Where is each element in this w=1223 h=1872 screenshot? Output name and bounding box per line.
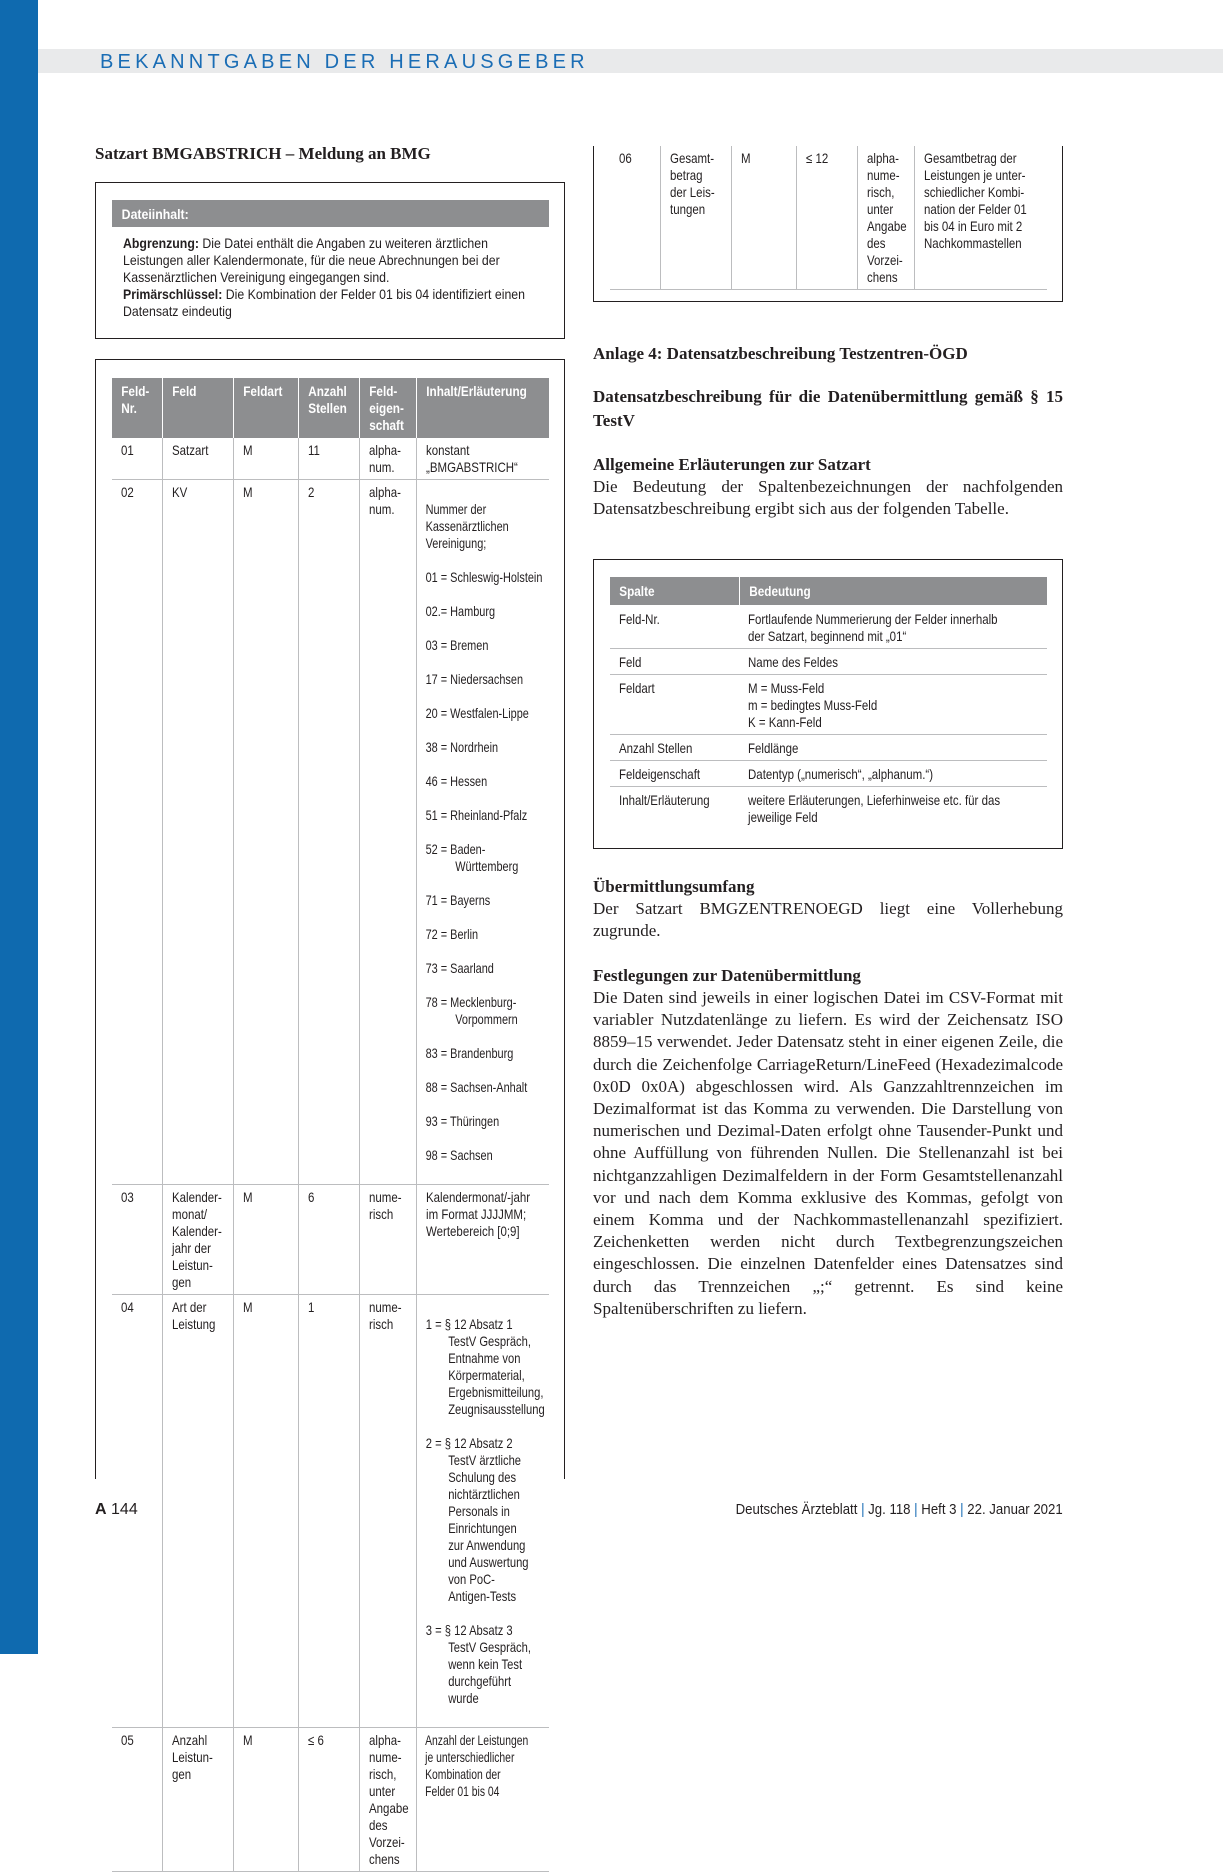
col-header: Spalte <box>610 577 739 605</box>
continued-table-box <box>593 146 1063 302</box>
dateiinhalt-label: Dateiinhalt: <box>121 206 189 222</box>
table-row: Anzahl Stellen Feldlänge <box>610 735 1047 761</box>
festlegungen-heading: Festlegungen zur Datenübermittlung <box>593 966 861 985</box>
primaerschluessel-text: Die Kombination der Felder 01 bis 04 identifiziert einen Datensatz eindeutig <box>123 286 526 319</box>
col-header: Inhalt/Erläuterung <box>416 378 549 438</box>
table-row: Feldart M = Muss-Feld m = bedingtes Muss-Feld K = Kann-Feld <box>610 675 1047 735</box>
table-row: 01 Satzart M 11 alpha- num. konstant „BMGABSTRICH“ <box>112 438 549 480</box>
primaerschluessel-label: Primärschlüssel: <box>123 286 223 302</box>
continued-field-table <box>610 146 1047 290</box>
col-header: Feldart <box>233 378 298 438</box>
table-row: Feld-Nr. Fortlaufende Nummerierung der Felder innerhalb der Satzart, beginnend mit „01“ <box>610 605 1047 649</box>
table-row: 06 Gesamt- betrag der Leis- tungen M ≤ 12 alpha- nume- risch, unter Angabe des Vorzei- chens Gesamtbetrag der Leistungen je unter- schiedlicher Kombi- nation der Felder 01 bis 04 in Euro mit 2 Nachkommastellen <box>610 146 1047 290</box>
footer-separator: | <box>861 1501 865 1518</box>
table-row: 05 Anzahl Leistun- gen M ≤ 6 alpha- nume- risch, unter Angabe des Vorzei- chens Anzahl der Leistungen je unterschiedlicher Kombination der Felder 01 bis 04 <box>112 1728 549 1872</box>
col-header: Feld <box>162 378 233 438</box>
table-row: 03 Kalender- monat/ Kalender- jahr der Leistun- gen M 6 nume- risch Kalendermonat/-jahr im Format JJJJMM; Wertebereich [0;9] <box>112 1185 549 1295</box>
anlage-title: Anlage 4: Datensatzbeschreibung Testzentren-ÖGD <box>593 344 968 363</box>
spalten-table-box <box>593 559 1063 849</box>
dateiinhalt-text <box>123 235 603 320</box>
journal-name: Deutsches Ärzteblatt <box>735 1501 858 1518</box>
table-row: 04 Art der Leistung M 1 nume- risch 1 = § 12 Absatz 1 TestV Gespräch, Entnahme von Körpermaterial, Ergebnismitteilung, Zeugnisausstellung 2 = § 12 Absatz 2 TestV ärztliche Schulung des nichtärztlichen Personals in Einrichtungen zur Anwendung und Auswertung von PoC-Antigen-Tests 3 = § 12 Absatz 3 TestV Gespräch, wenn kein Test durchgeführt wurde <box>112 1295 549 1728</box>
allgemeine-text: Die Bedeutung der Spaltenbezeichnungen der nachfolgenden Datensatzbeschreibung ergibt sich aus der folgenden Tabelle. <box>593 477 1063 519</box>
spalten-table-header <box>610 577 1047 605</box>
spalten-table <box>610 577 1047 829</box>
page-prefix: A <box>95 1501 107 1518</box>
footer-separator: | <box>960 1501 964 1518</box>
table-row: 02 KV M 2 alpha- num. Nummer der Kassenärztlichen Vereinigung; 01 = Schleswig-Holstein 02.= Hamburg 03 = Bremen 17 = Niedersachsen 20 = Westfalen-Lippe 38 = Nordrhein 46 = Hessen 51 = Rheinland-Pfalz 52 = Baden-Württemberg 71 = Bayerns 72 = Berlin 73 = Saarland 78 = Mecklenburg-Vorpommern 83 = Brandenburg 88 = Sachsen-Anhalt 93 = Thüringen 98 = Sachsen <box>112 480 549 1185</box>
kv-list: Nummer der Kassenärztlichen Vereinigung; 01 = Schleswig-Holstein 02.= Hamburg 03 = Bremen 17 = Niedersachsen 20 = Westfalen-Lippe 38 = Nordrhein 46 = Hessen 51 = Rheinland-Pfalz 52 = Baden-Württemberg 71 = Bayerns 72 = Berlin 73 = Saarland 78 = Mecklenburg-Vorpommern 83 = Brandenburg 88 = Sachsen-Anhalt 93 = Thüringen 98 = Sachsen <box>425 501 542 1163</box>
festlegungen-text: Die Daten sind jeweils in einer logischen Datei im CSV-Format mit variabler Nutzdatenlänge zu liefern. Es wird der Zeichensatz ISO 8859–15 verwendet. Jeder Datensatz steht in einer eigenen Zeile, die durch die Zeichenfolge CarriageReturn/LineFeed (Hexadezimalcode 0x0D 0x0A) abgeschlossen wird. Als Ganzzahltrennzeichen im Dezimalformat ist das Komma zu verwenden. Die Darstellung von numerischen und Dezimal-Daten erfolgt ohne Tausender-Punkt und ohne Auffüllung von führenden Nullen. Die Stellenanzahl ist bei nichtganzzahligen Dezimalfeldern in der Form Gesamtstellenanzahl vor und nach dem Komma exklusive des Kommas, gefolgt von einem Komma und der Nachkommastellenanzahl spezifiziert. Zeichenketten werden nicht durch Textbegrenzungszeichen eingeschlossen. Die einzelnen Datenfelder eines Datensatzes sind durch das Trennzeichen „;“ getrennt. Es sind keine Spaltenüberschriften zu liefern. <box>593 988 1063 1318</box>
abgrenzung-label: Abgrenzung: <box>123 235 199 251</box>
journal-issue: Heft 3 <box>921 1501 957 1518</box>
col-header: Anzahl Stellen <box>298 378 359 438</box>
allgemeine-heading: Allgemeine Erläuterungen zur Satzart <box>593 455 871 474</box>
umfang-heading: Übermittlungsumfang <box>593 877 755 896</box>
publication-info <box>736 1500 1063 1520</box>
dateiinhalt-box <box>95 182 565 339</box>
table-row: Feld Name des Feldes <box>610 649 1047 675</box>
journal-volume: Jg. 118 <box>868 1501 911 1518</box>
datensatz-subtitle: Datensatzbeschreibung für die Datenübermittlung gemäß § 15 TestV <box>593 387 1063 430</box>
footer-separator: | <box>914 1501 918 1518</box>
journal-date: 22. Januar 2021 <box>967 1501 1063 1518</box>
abgrenzung-text: Die Datei enthält die Angaben zu weiteren ärztlichen Leistungen aller Kalendermonate, für die neue Abrechnungen bei der Kassenärztlichen Vereinigung eingegangen sind. <box>123 235 500 285</box>
umfang-text: Der Satzart BMGZENTRENOEGD liegt eine Vollerhebung zugrunde. <box>593 899 1063 941</box>
dateiinhalt-header <box>112 200 549 227</box>
page-number <box>95 1500 138 1520</box>
col-header: Bedeutung <box>739 577 1047 605</box>
satzart-title: Satzart BMGABSTRICH – Meldung an BMG <box>95 144 431 163</box>
table-row: Inhalt/Erläuterung weitere Erläuterungen, Lieferhinweise etc. für das jeweilige Feld <box>619 792 1001 825</box>
col-header: Feld- eigen- schaft <box>359 378 416 438</box>
col-header: Feld- Nr. <box>112 378 162 438</box>
field-table <box>112 378 549 1872</box>
table-row: Feldeigenschaft Datentyp („numerisch“, „alphanum.“) <box>610 761 1047 787</box>
field-table-header <box>112 378 549 438</box>
left-accent-bar <box>0 0 38 1654</box>
section-title: BEKANNTGABEN DER HERAUSGEBER <box>100 51 589 73</box>
page-number-value: 144 <box>111 1501 138 1518</box>
art-der-leistung-list: 1 = § 12 Absatz 1 TestV Gespräch, Entnahme von Körpermaterial, Ergebnismitteilung, Zeugnisausstellung 2 = § 12 Absatz 2 TestV ärztliche Schulung des nichtärztlichen Personals in Einrichtungen zur Anwendung und Auswertung von PoC-Antigen-Tests 3 = § 12 Absatz 3 TestV Gespräch, wenn kein Test durchgeführt wurde <box>425 1316 545 1706</box>
